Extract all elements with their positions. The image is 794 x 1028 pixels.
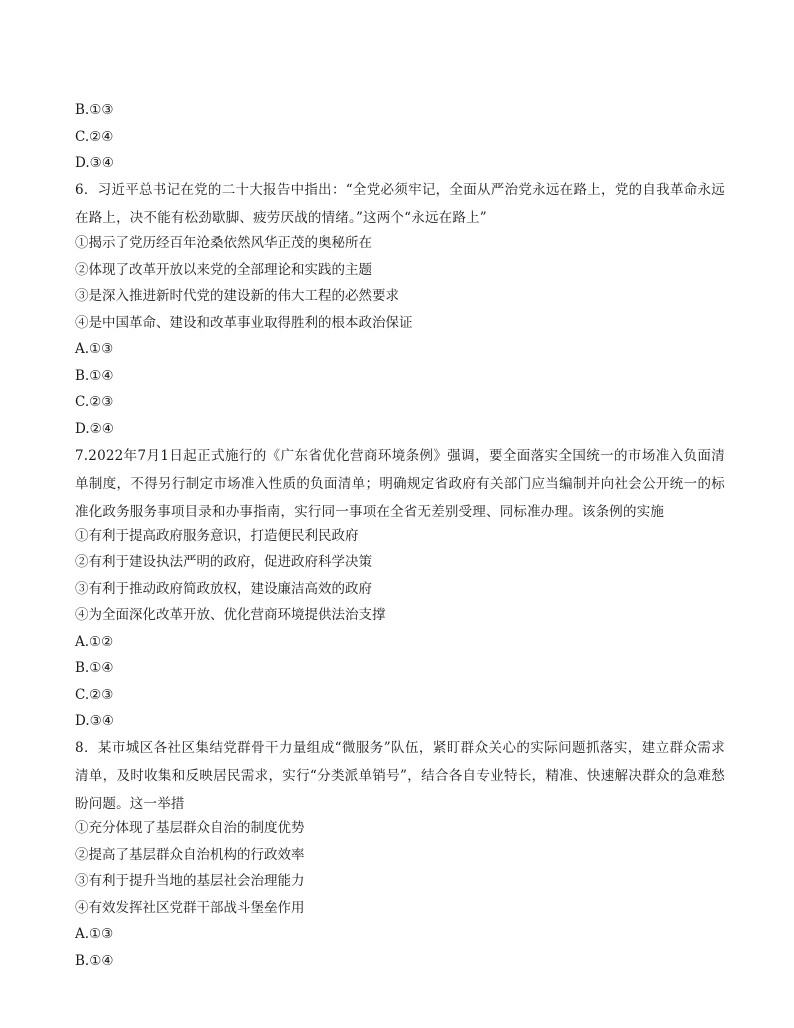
q7-option-a[interactable]: A.①②: [75, 634, 114, 650]
q7-option-c[interactable]: C.②③: [75, 687, 114, 703]
q7-statement-4: ④为全面深化改革开放、优化营商环境提供法治支撑: [75, 607, 386, 623]
q8-statement-3: ③有利于提升当地的基层社会治理能力: [75, 873, 305, 889]
q7-option-b[interactable]: B.①④: [75, 660, 114, 676]
q8-option-b[interactable]: B.①④: [75, 953, 114, 969]
q6-statement-4: ④是中国革命、建设和改革事业取得胜利的根本政治保证: [75, 315, 413, 331]
q5-option-b[interactable]: B.①③: [75, 102, 114, 118]
q8-statement-2: ②提高了基层群众自治机构的行政效率: [75, 847, 305, 863]
q6-option-b[interactable]: B.①④: [75, 368, 114, 384]
q6-option-d[interactable]: D.②④: [75, 421, 114, 437]
q8-statement-1: ①充分体现了基层群众自治的制度优势: [75, 820, 305, 836]
q7-statement-2: ②有利于建设执法严明的政府，促进政府科学决策: [75, 554, 372, 570]
q5-option-c[interactable]: C.②④: [75, 129, 114, 145]
q6-option-c[interactable]: C.②③: [75, 394, 114, 410]
q5-option-d[interactable]: D.③④: [75, 155, 114, 171]
q6-stem: 6．习近平总书记在党的二十大报告中指出：“全党必须牢记，全面从严治党永远在路上，党的自我革命永远在路上，决不能有松劲歇脚、疲劳厌战的情绪。”这两个“永远在路上”: [75, 182, 725, 226]
q6-statement-1: ①揭示了党历经百年沧桑依然风华正茂的奥秘所在: [75, 235, 372, 251]
q8-statement-4: ④有效发挥社区党群干部战斗堡垒作用: [75, 900, 305, 916]
q7-statement-3: ③有利于推动政府简政放权，建设廉洁高效的政府: [75, 581, 372, 597]
q6-statement-2: ②体现了改革开放以来党的全部理论和实践的主题: [75, 262, 372, 278]
q6-statement-3: ③是深入推进新时代党的建设新的伟大工程的必然要求: [75, 288, 399, 304]
q6-option-a[interactable]: A.①③: [75, 341, 114, 357]
q8-option-a[interactable]: A.①③: [75, 926, 114, 942]
q7-stem: 7.2022年7月1日起正式施行的《广东省优化营商环境条例》强调，要全面落实全国统一的市场准入负面清单制度，不得另行制定市场准入性质的负面清单；明确规定省政府有关部门应当编制并向社会公开统一的标准化政务服务事项目录和办事指南，实行同一事项在全省无差别受理、同标准办理。该条例的实施: [75, 448, 725, 520]
q7-statement-1: ①有利于提高政府服务意识，打造便民利民政府: [75, 528, 359, 544]
q7-option-d[interactable]: D.③④: [75, 713, 114, 729]
q8-stem: 8．某市城区各社区集结党群骨干力量组成“微服务”队伍，紧盯群众关心的实际问题抓落实，建立群众需求清单，及时收集和反映居民需求，实行“分类派单销号”，结合各自专业特长，精准、快速解决群众的急难愁盼问题。这一举措: [75, 740, 725, 812]
